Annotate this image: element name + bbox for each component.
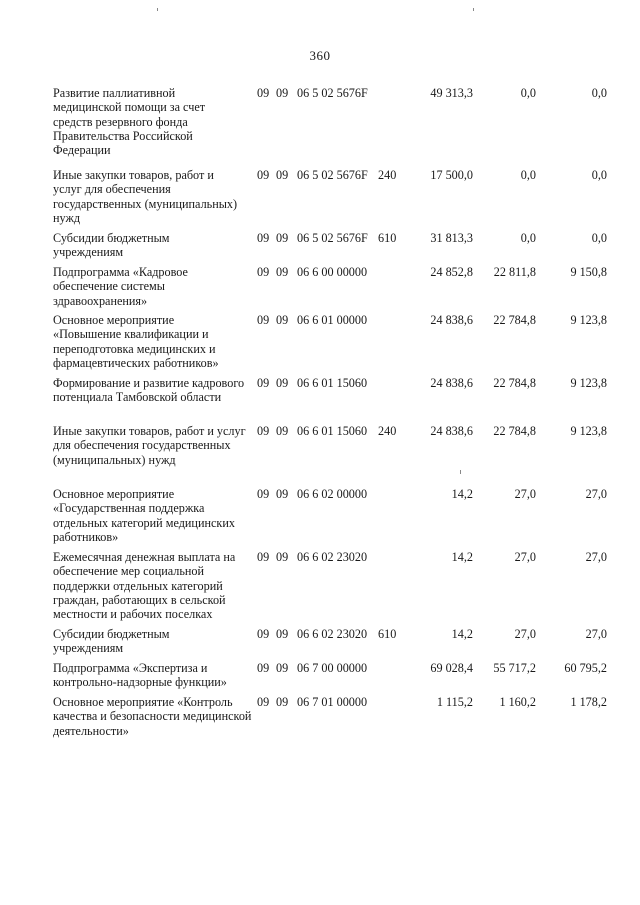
row-pr: 09 (276, 265, 289, 279)
row-value-3: 0,0 (591, 231, 607, 245)
table-row (0, 313, 640, 376)
table-row (0, 168, 640, 231)
row-pr: 09 (276, 313, 289, 327)
row-value-3: 27,0 (585, 487, 607, 501)
row-rz: 09 (257, 550, 270, 564)
table-row (0, 627, 640, 661)
row-pr: 09 (276, 424, 289, 438)
row-cst: 06 6 02 23020 (297, 627, 368, 641)
row-pr: 09 (276, 376, 289, 390)
row-cst: 06 6 02 23020 (297, 550, 368, 564)
row-cst: 06 6 00 00000 (297, 265, 368, 279)
table-row (0, 86, 640, 168)
row-cst: 06 6 01 15060 (297, 376, 368, 390)
row-name: Подпрограмма «Экспертиза и контрольно-надзорные функции» (53, 661, 227, 690)
row-pr: 09 (276, 627, 289, 641)
row-value-2: 55 717,2 (493, 661, 536, 675)
row-value-3: 9 123,8 (570, 424, 607, 438)
row-rz: 09 (257, 376, 270, 390)
row-cst: 06 5 02 5676F (297, 168, 368, 182)
row-value-1: 24 838,6 (430, 313, 473, 327)
row-value-1: 24 838,6 (430, 376, 473, 390)
row-name: Развитие паллиативной медицинской помощи за счет средств резервного фонда Правительства Российской Федерации (53, 86, 206, 158)
row-pr: 09 (276, 695, 289, 709)
row-vr: 240 (378, 168, 397, 182)
row-name: Субсидии бюджетным учреждениям (53, 627, 170, 656)
row-cst: 06 6 02 00000 (297, 487, 368, 501)
row-value-2: 1 160,2 (499, 695, 536, 709)
row-value-2: 22 811,8 (493, 265, 536, 279)
row-value-2: 0,0 (520, 231, 536, 245)
row-name: Основное мероприятие «Государственная поддержка отдельных категорий медицинских работников» (53, 487, 235, 544)
row-name: Основное мероприятие «Повышение квалификации и переподготовка медицинских и фармацевтических работников» (53, 313, 219, 370)
row-value-3: 1 178,2 (570, 695, 607, 709)
row-cst: 06 6 01 00000 (297, 313, 368, 327)
row-cst: 06 5 02 5676F (297, 231, 368, 245)
row-vr: 240 (378, 424, 397, 438)
row-value-2: 0,0 (520, 86, 536, 100)
row-value-2: 22 784,8 (493, 376, 536, 390)
row-value-1: 69 028,4 (430, 661, 473, 675)
row-pr: 09 (276, 550, 289, 564)
row-rz: 09 (257, 487, 270, 501)
row-value-3: 9 123,8 (570, 376, 607, 390)
row-name: Иные закупки товаров, работ и услуг для обеспечения государственных (муниципальных) нужд (53, 424, 246, 467)
budget-table (0, 86, 640, 743)
row-value-2: 22 784,8 (493, 424, 536, 438)
row-cst: 06 5 02 5676F (297, 86, 368, 100)
row-value-3: 9 123,8 (570, 313, 607, 327)
row-value-1: 14,2 (451, 550, 473, 564)
row-value-1: 14,2 (451, 487, 473, 501)
table-row (0, 487, 640, 550)
row-value-3: 27,0 (585, 627, 607, 641)
row-pr: 09 (276, 231, 289, 245)
row-value-1: 31 813,3 (430, 231, 473, 245)
row-rz: 09 (257, 695, 270, 709)
row-rz: 09 (257, 168, 270, 182)
row-value-3: 60 795,2 (564, 661, 607, 675)
table-row (0, 424, 640, 487)
row-name: Иные закупки товаров, работ и услуг для обеспечения государственных (муниципальных) нужд (53, 168, 238, 225)
row-value-1: 17 500,0 (430, 168, 473, 182)
row-cst: 06 7 00 00000 (297, 661, 368, 675)
table-row (0, 695, 640, 743)
row-name: Формирование и развитие кадрового потенциала Тамбовской области (53, 376, 245, 405)
row-rz: 09 (257, 231, 270, 245)
row-value-1: 1 115,2 (436, 695, 473, 709)
row-value-3: 0,0 (591, 86, 607, 100)
row-pr: 09 (276, 168, 289, 182)
row-rz: 09 (257, 661, 270, 675)
row-name: Ежемесячная денежная выплата на обеспечение мер социальной поддержки отдельных категорий граждан, работающих в сельской местности и рабочих поселках (53, 550, 236, 622)
row-vr: 610 (378, 231, 397, 245)
row-pr: 09 (276, 661, 289, 675)
row-rz: 09 (257, 424, 270, 438)
row-value-2: 22 784,8 (493, 313, 536, 327)
row-value-2: 27,0 (514, 550, 536, 564)
row-vr: 610 (378, 627, 397, 641)
row-value-2: 0,0 (520, 168, 536, 182)
row-pr: 09 (276, 487, 289, 501)
row-cst: 06 6 01 15060 (297, 424, 368, 438)
row-name: Основное мероприятие «Контроль качества и безопасности медицинской деятельности» (53, 695, 252, 738)
page-number: 360 (309, 48, 331, 63)
row-value-1: 14,2 (451, 627, 473, 641)
table-row (0, 231, 640, 265)
row-rz: 09 (257, 265, 270, 279)
row-name: Субсидии бюджетным учреждениям (53, 231, 170, 260)
row-value-3: 27,0 (585, 550, 607, 564)
row-rz: 09 (257, 86, 270, 100)
table-row (0, 661, 640, 695)
table-row (0, 550, 640, 627)
row-value-3: 9 150,8 (570, 265, 607, 279)
row-value-1: 49 313,3 (430, 86, 473, 100)
row-value-1: 24 838,6 (430, 424, 473, 438)
row-value-3: 0,0 (591, 168, 607, 182)
row-value-1: 24 852,8 (430, 265, 473, 279)
row-value-2: 27,0 (514, 627, 536, 641)
row-cst: 06 7 01 00000 (297, 695, 368, 709)
row-name: Подпрограмма «Кадровое обеспечение системы здравоохранения» (53, 265, 188, 308)
table-row (0, 376, 640, 424)
row-rz: 09 (257, 313, 270, 327)
row-value-2: 27,0 (514, 487, 536, 501)
row-pr: 09 (276, 86, 289, 100)
row-rz: 09 (257, 627, 270, 641)
table-row (0, 265, 640, 313)
